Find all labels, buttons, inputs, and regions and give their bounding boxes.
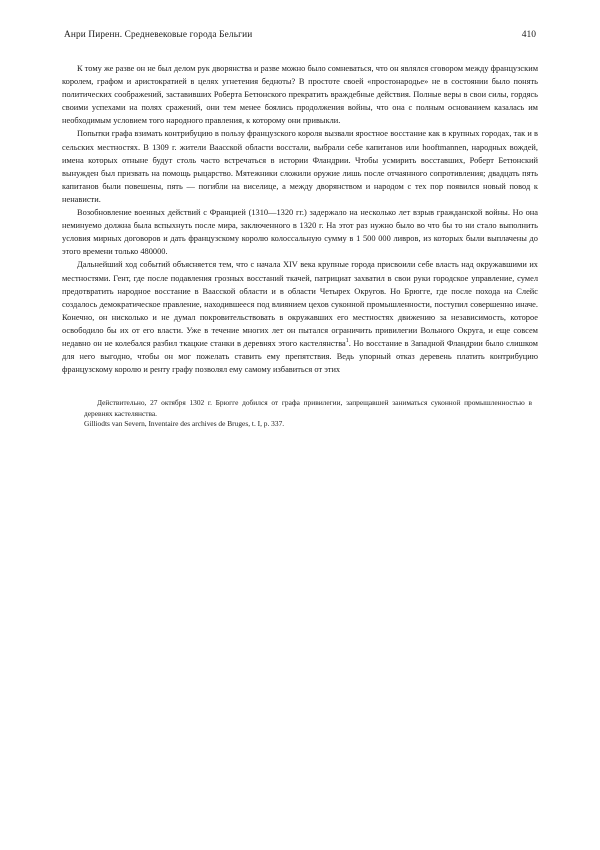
footnote-block: [62, 398, 538, 429]
footnote-text: Действительно, 27 октября 1302 г. Брюгге добился от графа привилегии, запрещавшей заниматься суконной промышленностью в деревнях кастелянства.: [84, 398, 532, 418]
paragraph-text: Дальнейший ход событий объясняется тем, что с начала XIV века крупные города присвоили себе власть над окружавшими их местностями. Гент, где после подавления грозных восстаний ткачей, патрициат захватил в свои руки городское управление, сумел предотвратить народное восстание в Ваасской области и в области Четырех Округов. Но Брюгге, где после похода на Слейс создалось демократическое правление, находившееся под влиянием цехов суконной промышленности, поступил совершенно иначе. Конечно, он нисколько и не думал покровительствовать в окружавших его местностях движению за независимость, которое освободило бы их от его власти. Уже в течение многих лет он пытался ограничить привилегии Вольного Округа, и еще совсем недавно он не колебался разбил ткацкие станки в деревнях этого кастелянства$^1$. Но восстание в Западной Фландрии было слишком для него выгодно, чтобы он мог пожелать ставить ему препятствия. Ведь упорный отказ деревень платить контрибуцию французскому королю и ренту графу позволял ему самому избавиться от этих: [62, 260, 538, 375]
page-header: [62, 30, 538, 40]
paragraph: Попытки графа взимать контрибуцию в пользу французского короля вызвали яростное восстание как в крупных городах, так и в сельских местностях. В 1309 г. жители Ваасской области восстали, выбрали себе капитанов или hooftmannen, народных вождей, имена которых отныне будут столь часто встречаться в истории Фландрии. Чтобы усмирить восставших, Роберт Бетюнский вынужден был призвать на помощь рыцарство. Мятежники сложили оружие лишь после отчаянного сопротивления; двадцать пять капитанов были повешены, пять — погибли на виселице, а между дворянством и народом с тех пор появился новый повод к ненависти.: [62, 129, 538, 204]
paragraph: К тому же разве он не был делом рук дворянства и разве можно было сомневаться, что он являлся сговором между французским королем, графом и аристократией в целях угнетения бедноты? В простоте своей «простонародье» не в состоянии было понять политических соображений, заставивших Роберта Бетюнского прекратить враждебные действия. Полные веры в свои силы, гордясь своими успехами на полях сражений, они тем менее боялись продолжения войны, что она с полным основанием казалась им необходимым условием того народного правления, к которому они привыкли.: [62, 64, 538, 126]
body-text: [62, 62, 538, 376]
footnote-reference: 1: [345, 338, 349, 345]
footnote-citation: Gilliodts van Severn, Inventaire des archives de Bruges, t. I, p. 337.: [84, 419, 285, 429]
paragraph: Возобновление военных действий с Францией (1310—1320 гг.) задержало на несколько лет взрыв гражданской войны. Но она неминуемо должна была вспыхнуть после мира, заключенного в 1320 г. На этот раз нужно было во что бы то ни стало выполнить условия мирных договоров и дать французскому королю колоссальную сумму в 1 500 000 ливров, из которых были выплачены до этого времени только 480000.: [62, 208, 538, 257]
page-number: 410: [521, 30, 536, 40]
running-title: Анри Пиренн. Средневековые города Бельгии: [64, 30, 253, 40]
paragraph-with-footnote-ref: [62, 258, 538, 376]
